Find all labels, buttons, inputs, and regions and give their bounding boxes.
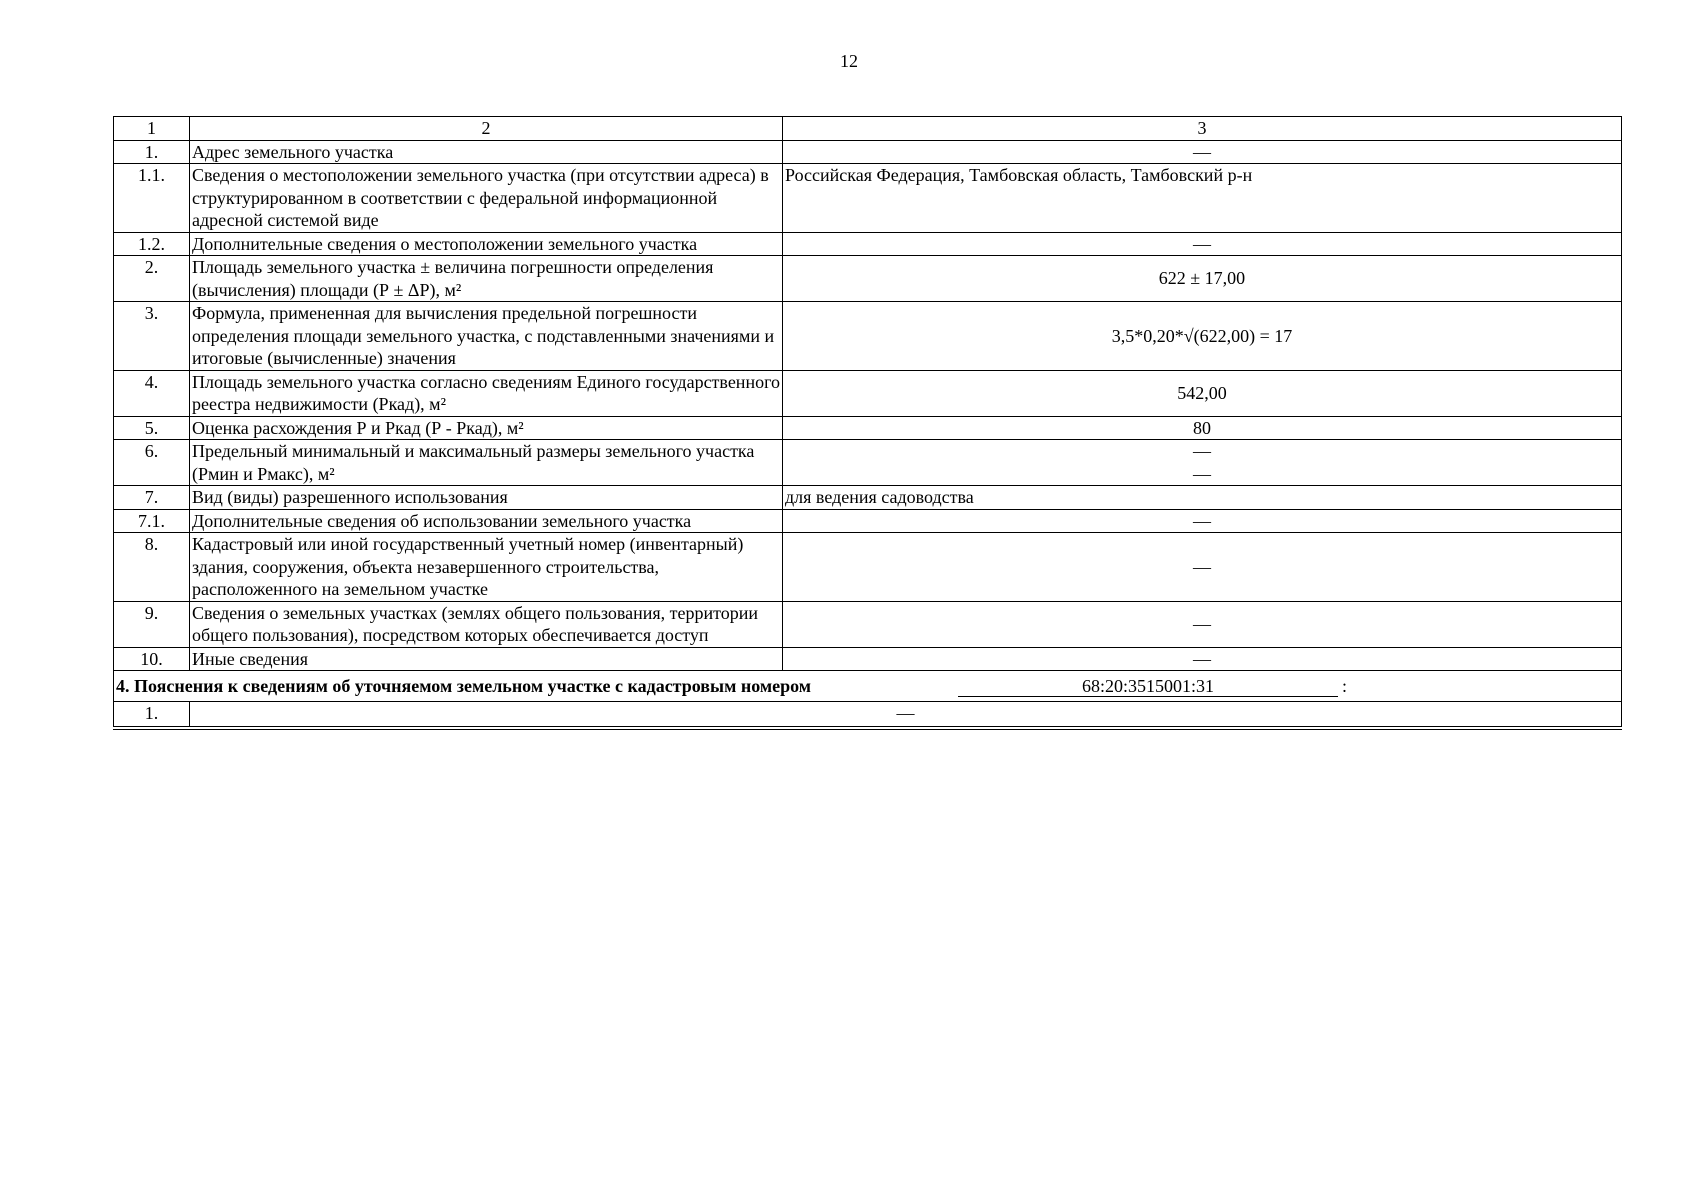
page-number: 12 [840,51,858,71]
row-label: Вид (виды) разрешенного использования [190,486,783,510]
table-row [114,509,1622,533]
table-row [114,486,1622,510]
header-cell-2: 2 [190,117,783,141]
row-label: Предельный минимальный и максимальный размеры земельного участка (Рмин и Рмакс), м² [190,440,783,486]
row-number: 1. [114,702,190,729]
row-label: Площадь земельного участка ± величина погрешности определения (вычисления) площади (Р ± ΔР), м² [190,256,783,302]
row-number: 9. [114,601,190,647]
row-number: 1. [114,140,190,164]
section-4-title: 4. Пояснения к сведениям об уточняемом земельном участке с кадастровым номером [116,675,812,696]
row-number: 4. [114,370,190,416]
table-row [114,533,1622,602]
max-size-value: — [1193,463,1211,484]
row-number: 7.1. [114,509,190,533]
row-value: — [783,232,1622,256]
section-4-row [114,702,1622,729]
header-cell-3: 3 [783,117,1622,141]
row-label: Оценка расхождения Р и Ркад (Р - Ркад), м² [190,416,783,440]
row-number: 2. [114,256,190,302]
row-label: Кадастровый или иной государственный учетный номер (инвентарный) здания, сооружения, объекта незавершенного строительства, расположенного на земельном участке [190,533,783,602]
table-row [114,302,1622,371]
table-row [114,232,1622,256]
row-value: — [783,647,1622,671]
row-number: 7. [114,486,190,510]
row-number: 3. [114,302,190,371]
row-label: Формула, примененная для вычисления предельной погрешности определения площади земельного участка, с подставленными значениями и итоговые (вычисленные) значения [190,302,783,371]
table-row [114,647,1622,671]
row-value: 80 [783,416,1622,440]
row-label: Адрес земельного участка [190,140,783,164]
row-value-min-max [783,440,1622,486]
row-value: для ведения садоводства [783,486,1622,510]
table-row [114,140,1622,164]
row-number: 1.1. [114,164,190,233]
row-label: Дополнительные сведения об использовании земельного участка [190,509,783,533]
row-value: — [783,509,1622,533]
land-plot-info-table [113,116,1622,730]
table-row [114,164,1622,233]
row-value: — [783,533,1622,602]
table-row [114,256,1622,302]
row-value: 3,5*0,20*√(622,00) = 17 [783,302,1622,371]
row-value: 542,00 [783,370,1622,416]
row-label: Площадь земельного участка согласно сведениям Единого государственного реестра недвижимости (Ркад), м² [190,370,783,416]
row-number: 8. [114,533,190,602]
row-label: Сведения о местоположении земельного участка (при отсутствии адреса) в структурированном в соответствии с федеральной информационной адресной системой виде [190,164,783,233]
section-4-header-row [114,671,1622,702]
row-value: — [783,140,1622,164]
row-label: Сведения о земельных участках (землях общего пользования, территории общего пользования), посредством которых обеспечивается доступ [190,601,783,647]
row-value: — [783,601,1622,647]
table-row [114,370,1622,416]
table-row [114,440,1622,486]
row-number: 1.2. [114,232,190,256]
header-cell-1: 1 [114,117,190,141]
section-4-colon: : [1342,675,1348,696]
row-value: Российская Федерация, Тамбовская область, Тамбовский р-н [783,164,1622,233]
table-row [114,416,1622,440]
min-size-value: — [1193,441,1211,461]
row-label: Дополнительные сведения о местоположении земельного участка [190,232,783,256]
section-4-header [114,671,1622,702]
row-number: 10. [114,647,190,671]
table-row [114,601,1622,647]
row-number: 6. [114,440,190,486]
row-value: — [190,702,1622,729]
table-header-row [114,117,1622,141]
row-value: 622 ± 17,00 [783,256,1622,302]
cadastral-number: 68:20:3515001:31 [958,676,1338,697]
row-label: Иные сведения [190,647,783,671]
row-number: 5. [114,416,190,440]
